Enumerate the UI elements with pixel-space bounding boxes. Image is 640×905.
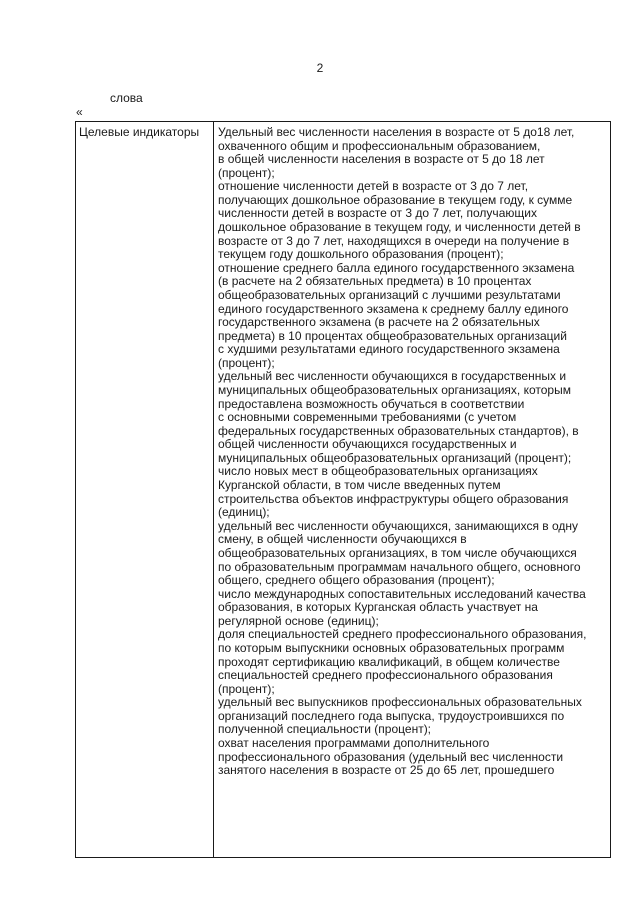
indicator-text-line: общеобразовательных организациях, в том числе обучающихся xyxy=(218,545,577,560)
indicator-text-line: организаций последнего года выпуска, трудоустроившихся по xyxy=(218,708,565,723)
lead-word: слова xyxy=(110,91,143,105)
indicator-text-line: профессионального образования (удельный вес численности xyxy=(218,749,564,764)
indicator-text-line: (процент); xyxy=(218,355,275,370)
indicator-text-line: (в расчете на 2 обязательных предмета) в 10 процентах xyxy=(218,274,532,289)
indicator-text-line: по образовательным программам начального общего, основного xyxy=(218,559,581,574)
indicator-text-line: в общей численности населения в возрасте от 5 до 18 лет xyxy=(218,152,545,167)
table-row xyxy=(76,122,611,858)
indicator-text-line: Курганской области, в том числе введенных путем xyxy=(218,478,501,493)
indicator-text-line: (процент); xyxy=(218,681,275,696)
indicator-text-line: с основными современными требованиями (с учетом xyxy=(218,410,517,425)
page-number: 2 xyxy=(316,61,324,75)
table-label-cell xyxy=(76,122,214,858)
indicator-text-line: муниципальных общеобразовательных организациях, которым xyxy=(218,382,571,397)
indicator-text-line: охват населения программами дополнительного xyxy=(218,736,490,751)
indicator-text-line: Удельный вес численности населения в возрасте от 5 до18 лет, xyxy=(218,125,575,139)
indicators-text xyxy=(218,126,607,778)
indicator-text-line: общеобразовательных организаций с лучшими результатами xyxy=(218,287,561,302)
indicator-text-line: единого государственного экзамена к среднему баллу единого xyxy=(218,301,569,316)
indicator-text-line: удельный вес численности обучающихся, занимающихся в одну xyxy=(218,518,579,533)
indicator-text-line: строительства объектов инфраструктуры общего образования xyxy=(218,491,569,506)
indicator-text-line: общей численности обучающихся государственных и xyxy=(218,437,517,452)
indicators-label: Целевые индикаторы xyxy=(79,125,200,139)
indicator-text-line: число новых мест в общеобразовательных организациях xyxy=(218,464,538,479)
indicator-text-line: (процент); xyxy=(218,165,275,180)
indicator-text-line: текущем году дошкольного образования (процент); xyxy=(218,247,504,262)
indicator-text-line: занятого населения в возрасте от 25 до 65 лет, прошедшего xyxy=(218,763,555,778)
indicator-text-line: получающих дошкольное образование в текущем году, к сумме xyxy=(218,192,573,207)
indicator-text-line: муниципальных общеобразовательных организаций (процент); xyxy=(218,450,572,465)
indicator-text-line: доля специальностей среднего профессионального образования, xyxy=(218,627,587,642)
indicator-text-line: отношение среднего балла единого государственного экзамена xyxy=(218,260,575,275)
indicator-text-line: удельный вес выпускников профессиональных образовательных xyxy=(218,695,582,710)
indicator-text-line: регулярной основе (единиц); xyxy=(218,613,379,628)
indicator-text-line: предоставлена возможность обучаться в соответствии xyxy=(218,396,525,411)
indicator-text-line: (единиц); xyxy=(218,505,270,520)
indicator-text-line: образования, в которых Курганская область участвует на xyxy=(218,600,538,615)
indicator-text-line: с худшими результатами единого государственного экзамена xyxy=(218,342,560,357)
indicator-text-line: проходят сертификацию квалификаций, в общем количестве xyxy=(218,654,560,669)
indicator-text-line: возрасте от 3 до 7 лет, находящихся в очереди на получение в xyxy=(218,233,570,248)
indicator-text-line: специальностей среднего профессионального образования xyxy=(218,668,553,683)
indicator-text-line: отношение численности детей в возрасте от 3 до 7 лет, xyxy=(218,179,529,194)
indicator-text-line: федеральных государственных образовательных стандартов), в xyxy=(218,423,579,438)
indicator-text-line: общего, среднего общего образования (процент); xyxy=(218,573,495,588)
indicator-text-line: смену, в общей численности обучающихся в xyxy=(218,532,467,547)
indicator-text-line: удельный вес численности обучающихся в государственных и xyxy=(218,369,567,384)
indicator-text-line: численности детей в возрасте от 3 до 7 лет, получающих xyxy=(218,206,537,221)
indicator-text-line: по которым выпускники основных образовательных программ xyxy=(218,640,565,655)
indicator-text-line: охваченного общим и профессиональным образованием, xyxy=(218,138,541,153)
indicator-text-line: число международных сопоставительных исследований качества xyxy=(218,586,586,601)
indicators-value-cell xyxy=(214,122,611,858)
opening-quote-mark: « xyxy=(76,105,83,119)
indicator-text-line: полученной специальности (процент); xyxy=(218,722,432,737)
indicator-text-line: предмета) в 10 процентах общеобразовательных организаций xyxy=(218,328,567,343)
indicators-table xyxy=(75,121,611,858)
indicator-text-line: дошкольное образование в текущем году, и численности детей в xyxy=(218,220,581,235)
indicator-text-line: государственного экзамена (в расчете на 2 обязательных xyxy=(218,315,540,330)
